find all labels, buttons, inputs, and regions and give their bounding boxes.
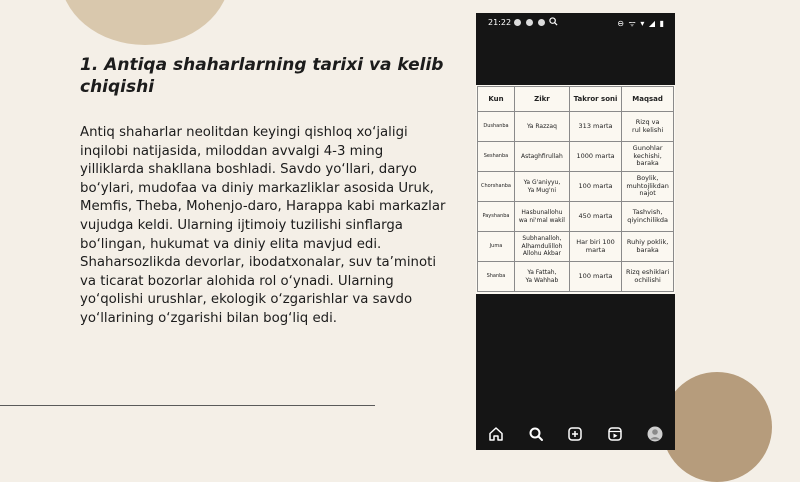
table-cell: Ya G'aniyyu, Ya Mug'ni [514, 172, 569, 202]
table-row [478, 112, 674, 142]
notification-icon [538, 19, 545, 26]
column-header: Takror soni [569, 87, 621, 112]
table-cell: Rizq eshiklari ochilishi [622, 262, 674, 292]
table-header-row [478, 87, 674, 112]
search-icon[interactable] [524, 422, 548, 446]
decorative-circle-bottom [662, 372, 772, 482]
table-cell: Ya Fattah, Ya Wahhab [514, 262, 569, 292]
home-icon[interactable] [484, 422, 508, 446]
profile-avatar-icon[interactable] [643, 422, 667, 446]
post-image-table [476, 85, 675, 294]
table-cell: Juma [478, 232, 515, 262]
phone-screenshot [476, 13, 675, 450]
table-row [478, 202, 674, 232]
notification-icon [526, 19, 533, 26]
table-row [478, 262, 674, 292]
table-row [478, 142, 674, 172]
table-cell: Rizq va rul kelishi [622, 112, 674, 142]
status-search-icon [549, 17, 558, 28]
status-bar [476, 13, 675, 33]
table-cell: Ya Razzaq [514, 112, 569, 142]
table-cell: 100 marta [569, 262, 621, 292]
table-cell: 313 marta [569, 112, 621, 142]
table-row [478, 232, 674, 262]
table-cell: Hasbunallohu wa ni'mal wakil [514, 202, 569, 232]
status-system-icons: ⊖ ᯤ ▾ ◢ ▮ [617, 19, 665, 28]
table-cell: Subhanalloh, Alhamdulilloh Allohu Akbar [514, 232, 569, 262]
table-cell: Seshanba [478, 142, 515, 172]
slide-title: 1. Antiqa shaharlarning tarixi va kelib chiqishi [80, 55, 444, 97]
table-cell: 100 marta [569, 172, 621, 202]
table-cell: Ruhiy poklik, baraka [622, 232, 674, 262]
table-row [478, 172, 674, 202]
notification-icon [514, 19, 521, 26]
column-header: Zikr [514, 87, 569, 112]
divider-line [0, 405, 375, 406]
bottom-navigation [476, 417, 675, 450]
table-cell: Gunohlar kechishi, baraka [622, 142, 674, 172]
table-cell: Har biri 100 marta [569, 232, 621, 262]
table-cell: Boylik, muhtojlikdan najot [622, 172, 674, 202]
table-cell: 450 marta [569, 202, 621, 232]
table-cell: Dushanba [478, 112, 515, 142]
column-header: Maqsad [622, 87, 674, 112]
status-time: 21:22 [488, 18, 512, 27]
decorative-circle-top [60, 0, 230, 45]
slide-body-text: Antiq shaharlar neolitdan keyingi qishloq xo‘jaligi inqilobi natijasida, miloddan avvalgi 4-3 ming yilliklarda shakllana boshladi. Savdo yo‘llari, daryo bo‘ylari, mudofaa va diniy markazliklar asosida Uruk, Memfis, Theba, Mohenjo-daro, Harappa kabi markazlar vujudga keldi. Ularning ijtimoiy tuzilishi sinflarga bo‘lingan, hukumat va diniy elita mavjud edi. Shaharsozlikda devorlar, ibodatxonalar, suv ta’minoti va ticarat bozorlar alohida rol o‘ynadi. Ularning yo‘qolishi urushlar, ekologik o‘zgarishlar va savdo yo‘llarining o‘zgarishi bilan bog‘liq edi. [80, 125, 446, 326]
column-header: Kun [478, 87, 515, 112]
reels-icon[interactable] [603, 422, 627, 446]
create-icon[interactable] [563, 422, 587, 446]
table-cell: Payshanba [478, 202, 515, 232]
table-cell: Chorshanba [478, 172, 515, 202]
table-cell: Tashvish, qiyinchilikda [622, 202, 674, 232]
table-cell: Astaghfirullah [514, 142, 569, 172]
zikr-table [477, 86, 674, 292]
table-cell: 1000 marta [569, 142, 621, 172]
table-cell: Shanba [478, 262, 515, 292]
